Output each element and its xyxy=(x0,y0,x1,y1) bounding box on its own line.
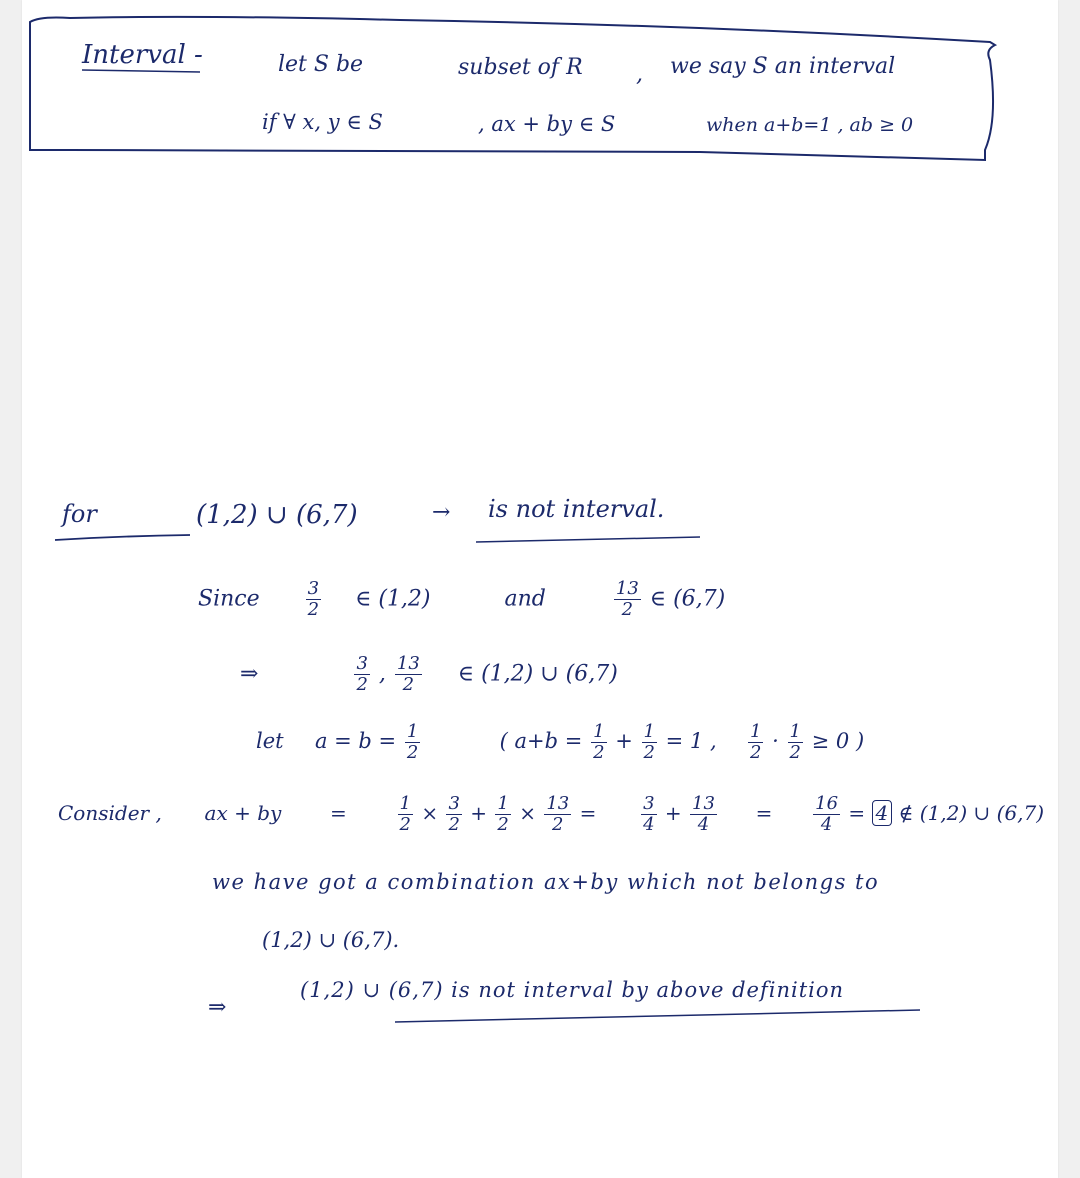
conclusion-arrow: ⇒ xyxy=(208,995,227,1020)
consider-eq-2: = xyxy=(579,801,597,825)
let-word: let xyxy=(256,729,284,753)
fraction-13-2: $\frac{13}{2}$ xyxy=(615,578,639,620)
let-plus: + xyxy=(615,729,633,753)
consider-result: 4 xyxy=(872,800,893,826)
fraction-c3: $\frac{16}{4}$ xyxy=(815,793,839,835)
fraction-c1: $\frac{3}{4}$ xyxy=(643,793,655,835)
definition-combination: , ax + by ∈ S xyxy=(478,112,616,136)
conclusion-line-1: we have got a combination ax+by which not belongs to xyxy=(212,870,880,894)
consider-eq-4: = xyxy=(848,801,866,825)
example-arrow: → xyxy=(432,500,451,525)
definition-if: if ∀ x, y ∈ S xyxy=(262,110,383,134)
let-a-b: a = b = xyxy=(314,729,397,753)
let-paren-open: ( a+b = xyxy=(499,729,583,753)
definition-condition: when a+b=1 , ab ≥ 0 xyxy=(706,114,914,136)
implies-line xyxy=(240,655,618,694)
fraction-c2: $\frac{13}{4}$ xyxy=(692,793,715,835)
consider-label: Consider , xyxy=(58,801,162,825)
implies-in-union: ∈ (1,2) ∪ (6,7) xyxy=(457,661,618,687)
example-set: (1,2) ∪ (6,7) xyxy=(196,500,358,530)
consider-times-2: × xyxy=(519,801,536,825)
for-label: for xyxy=(62,500,97,528)
consider-expr: ax + by xyxy=(204,801,282,825)
fraction-b2: $\frac{13}{2}$ xyxy=(546,793,570,835)
definition-subset: subset of R xyxy=(458,55,583,80)
since-label: Since xyxy=(198,586,260,612)
since-line xyxy=(198,580,725,619)
fraction-3-2: $\frac{3}{2}$ xyxy=(307,578,320,620)
consider-line xyxy=(58,795,1044,834)
definition-we-say: we say S an interval xyxy=(670,54,896,79)
let-dot: · xyxy=(772,729,779,753)
since-in-first: ∈ (1,2) xyxy=(355,586,431,612)
definition-comma: , xyxy=(636,62,643,87)
consider-eq-3: = xyxy=(755,801,773,825)
let-eq-one: = 1 , xyxy=(665,729,717,753)
fraction-13-2-b: $\frac{13}{2}$ xyxy=(396,653,420,695)
implies-comma: , xyxy=(378,661,386,687)
definition-let: let S be xyxy=(278,52,364,77)
fraction-half-4: $\frac{1}{2}$ xyxy=(789,721,801,763)
fraction-half: $\frac{1}{2}$ xyxy=(406,721,419,763)
consider-plus-2: + xyxy=(664,801,682,825)
let-ge-zero: ≥ 0 ) xyxy=(811,729,865,753)
fraction-a1: $\frac{1}{2}$ xyxy=(399,793,411,835)
consider-times-1: × xyxy=(421,801,439,825)
fraction-half-3: $\frac{1}{2}$ xyxy=(750,721,762,763)
fraction-half-2: $\frac{1}{2}$ xyxy=(643,721,655,763)
let-line xyxy=(256,723,864,762)
consider-eq-1: = xyxy=(330,801,347,825)
since-and: and xyxy=(504,586,546,612)
conclusion-line-3: (1,2) ∪ (6,7) is not interval by above definition xyxy=(300,978,845,1002)
fraction-3-2-b: $\frac{3}{2}$ xyxy=(356,653,368,695)
example-claim: is not interval. xyxy=(488,495,665,523)
fraction-b1: $\frac{3}{2}$ xyxy=(448,793,460,835)
conclusion-line-2: (1,2) ∪ (6,7). xyxy=(262,928,400,952)
consider-notin: ∉ (1,2) ∪ (6,7) xyxy=(898,801,1045,825)
implies-arrow: ⇒ xyxy=(240,661,259,687)
since-in-second: ∈ (6,7) xyxy=(649,586,726,612)
fraction-a2: $\frac{1}{2}$ xyxy=(497,793,509,835)
consider-plus-1: + xyxy=(470,801,488,825)
fraction-half-1: $\frac{1}{2}$ xyxy=(593,721,605,763)
definition-heading: Interval - xyxy=(82,40,203,70)
